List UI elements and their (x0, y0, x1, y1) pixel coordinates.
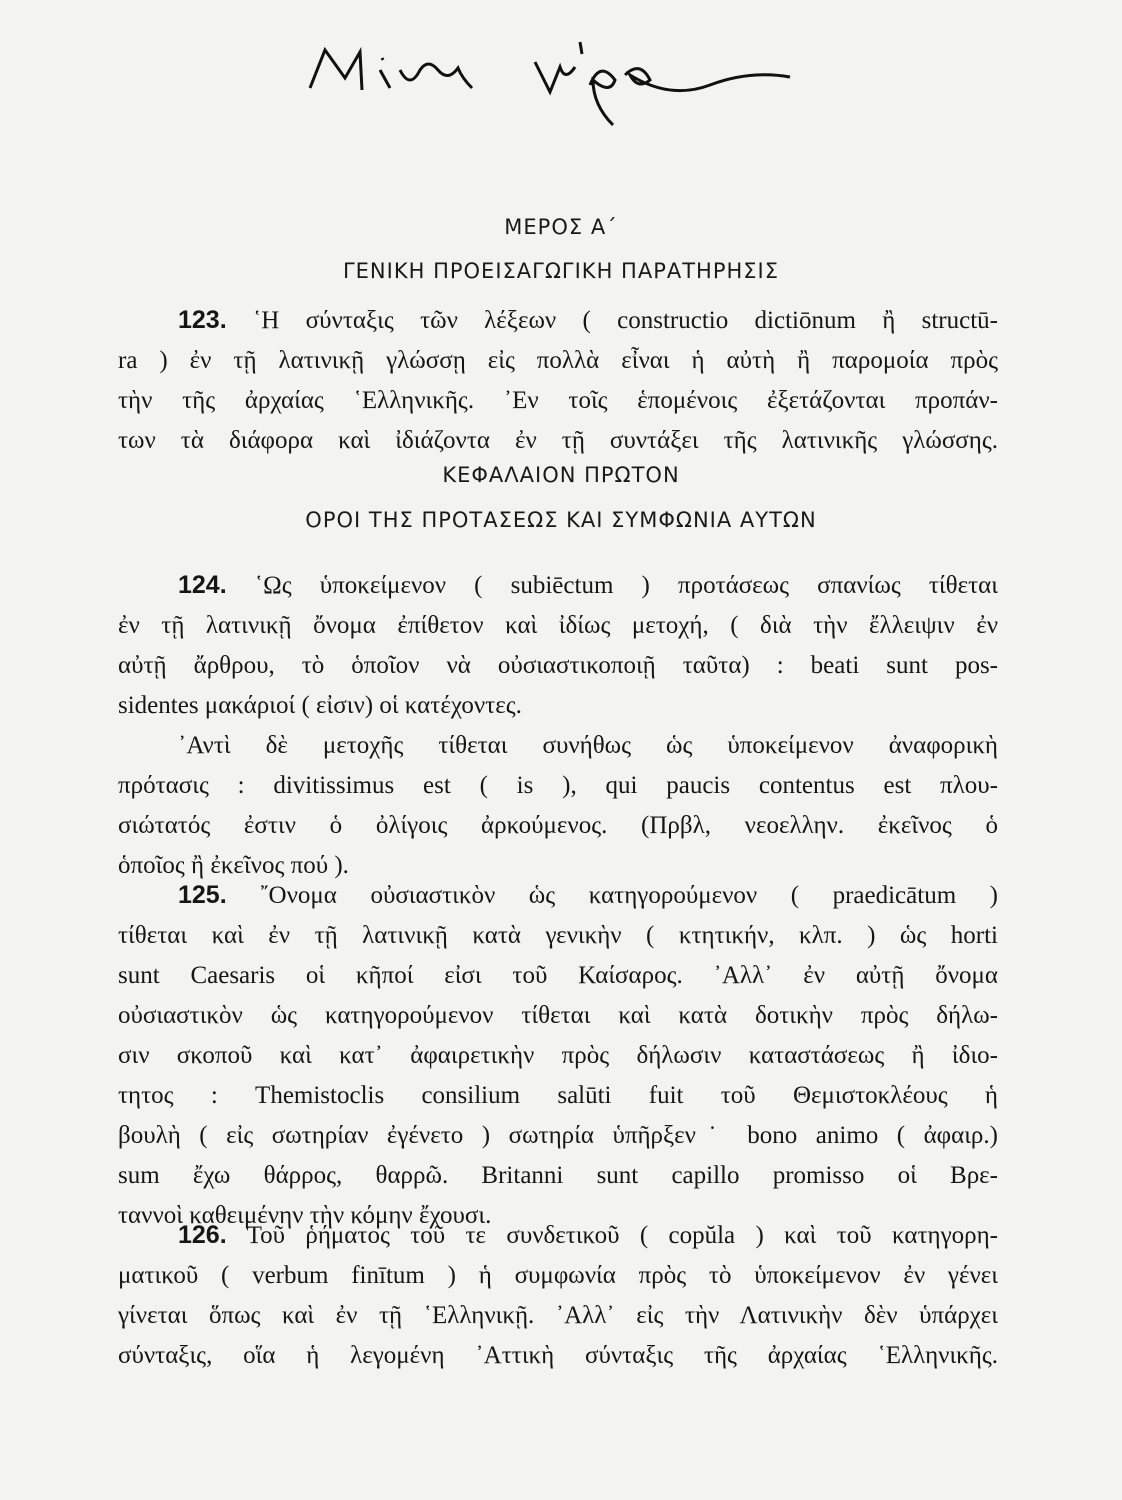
chapter-heading: ΚΕΦΑΛΑΙΟΝ ΠΡΩΤΟΝ (442, 463, 680, 487)
signature-scribble-icon (290, 30, 850, 150)
section-126-line-1: 126. Τοῦ ῥήματος τοῦ τε συνδετικοῦ ( copŭla ) καὶ τοῦ κατηγορη- (178, 1221, 998, 1249)
section-126-line-4: σύνταξις, οἵα ἡ λεγομένη ᾿Αττικὴ σύνταξις τῆς ἀρχαίας ῾Ελληνικῆς. (118, 1342, 998, 1369)
chapter-title: ΟΡΟΙ ΤΗΣ ΠΡΟΤΑΣΕΩΣ ΚΑΙ ΣΥΜΦΩΝΙΑ ΑΥΤΩΝ (305, 508, 817, 532)
part-heading: ΜΕΡΟΣ Α΄ (504, 215, 618, 239)
section-number: 123. (178, 306, 227, 334)
section-125-line-5: σιν σκοποῦ καὶ κατ᾿ ἀφαιρετικὴν πρὸς δήλωσιν καταστάσεως ἢ ἰδιο- (118, 1042, 998, 1069)
section-124 (118, 565, 998, 886)
section-123-line-3: τὴν τῆς ἀρχαίας ῾Ελληνικῆς. ᾿Εν τοῖς ἑπομένοις ἐξετάζονται προπάν- (118, 387, 998, 414)
section-123-line-1: 123. ῾Η σύνταξις τῶν λέξεων ( constructio dictiōnum ἢ structū- (178, 306, 998, 334)
intro-heading: ΓΕΝΙΚΗ ΠΡΟΕΙΣΑΓΩΓΙΚΗ ΠΑΡΑΤΗΡΗΣΙΣ (342, 259, 780, 283)
section-125-line-7: βουλὴ ( εἰς σωτηρίαν ἐγένετο ) σωτηρία ὑπῆρξεν˙ bono animo ( ἀφαιρ.) (118, 1122, 998, 1149)
section-125-line-1: 125. ῎Ονομα οὐσιαστικὸν ὡς κατηγορούμενον ( praedicātum ) (178, 881, 999, 909)
section-123 (118, 300, 998, 461)
section-126-line-2: ματικοῦ ( verbum finītum ) ἡ συμφωνία πρὸς τὸ ὑποκείμενον ἐν γένει (118, 1262, 998, 1289)
section-124-line-5: ᾿Αντὶ δὲ μετοχῆς τίθεται συνήθως ὡς ὑποκείμενον ἀναφορικὴ (178, 732, 998, 759)
section-125-line-2: τίθεται καὶ ἐν τῇ λατινικῇ κατὰ γενικὴν ( κτητικήν, κλπ. ) ὡς horti (118, 922, 998, 949)
section-124-line-7: σιώτατός ἐστιν ὁ ὀλίγοις ἀρκούμενος. (Πρβλ, νεοελλην. ἐκεῖνος ὁ (118, 812, 998, 839)
section-125-line-4: οὐσιαστικὸν ὡς κατηγορούμενον τίθεται καὶ κατὰ δοτικὴν πρὸς δήλω- (118, 1002, 998, 1029)
section-126 (118, 1215, 998, 1376)
section-125-line-8: sum ἔχω θάρρος, θαρρῶ. Britanni sunt capillo promisso οἱ Βρε- (118, 1162, 998, 1189)
section-125-line-9: ταννοὶ καθειμένην τὴν κόμην ἔχουσι. (118, 1202, 492, 1229)
handwritten-signature (290, 30, 850, 150)
section-124-line-2: ἐν τῇ λατινικῇ ὄνομα ἐπίθετον καὶ ἰδίως μετοχή, ( διὰ τὴν ἔλλειψιν ἐν (118, 612, 998, 639)
section-125 (118, 875, 998, 1236)
section-124-line-8: ὁποῖος ἢ ἐκεῖνος πού ). (118, 852, 349, 879)
section-124-line-3: αὐτῇ ἄρθρου, τὸ ὁποῖον νὰ οὐσιαστικοποιῇ ταῦτα) : beati sunt pos- (118, 652, 998, 679)
section-123-line-4: των τὰ διάφορα καὶ ἰδιάζοντα ἐν τῇ συντάξει τῆς λατινικῆς γλώσσης. (118, 427, 998, 454)
section-123-line-2: ra ) ἐν τῇ λατινικῇ γλώσσῃ εἰς πολλὰ εἶναι ἡ αὐτὴ ἢ παρομοία πρὸς (118, 347, 998, 374)
section-125-line-3: sunt Caesaris οἱ κῆποί εἰσι τοῦ Καίσαρος. ᾿Αλλ᾿ ἐν αὐτῇ ὄνομα (118, 962, 998, 989)
section-125-line-6: τητος : Themistoclis consilium salūti fuit τοῦ Θεμιστοκλέους ἡ (118, 1082, 998, 1109)
section-124-line-1: 124. ῾Ως ὑποκείμενον ( subiēctum ) προτάσεως σπανίως τίθεται (178, 571, 998, 599)
section-126-line-3: γίνεται ὅπως καὶ ἐν τῇ ῾Ελληνικῇ. ᾿Αλλ᾿ εἰς τὴν Λατινικὴν δὲν ὑπάρχει (118, 1302, 998, 1329)
section-124-line-6: πρότασις : divitissimus est ( is ), qui paucis contentus est πλου- (118, 772, 998, 799)
section-124-line-4: sidentes μακάριοί ( εἰσιν) οἱ κατέχοντες. (118, 692, 522, 719)
